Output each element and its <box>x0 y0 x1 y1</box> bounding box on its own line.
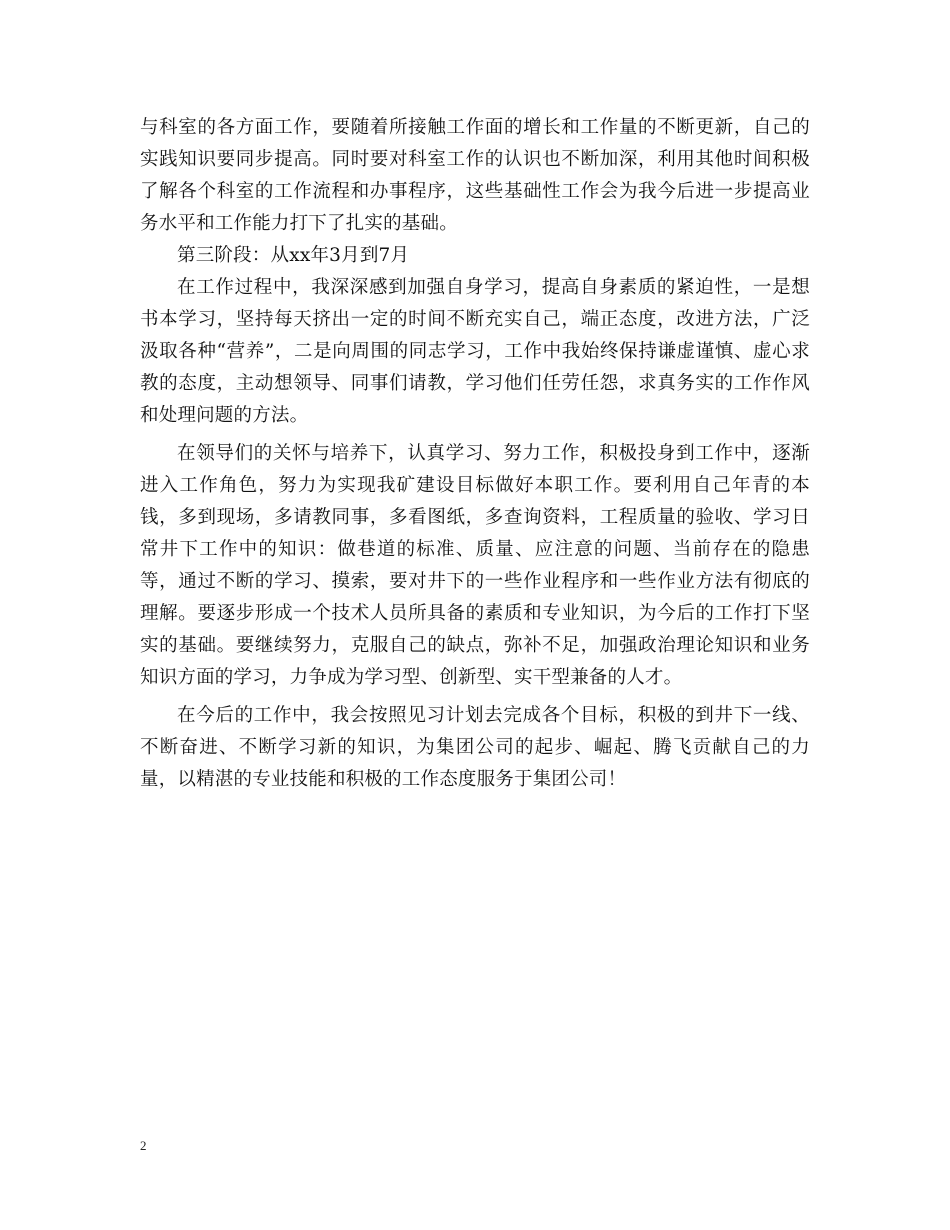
page-number: 2 <box>140 1138 147 1153</box>
paragraph-continuation: 与科室的各方面工作，要随着所接触工作面的增长和工作量的不断更新，自己的实践知识要同步提高。同时要对科室工作的认识也不断加深，利用其他时间积极了解各个科室的工作流程和办事程序，这些基础性工作会为我今后进一步提高业务水平和工作能力打下了扎实的基础。 <box>140 117 810 234</box>
document-body <box>140 112 810 796</box>
paragraph-future-work: 在今后的工作中，我会按照见习计划去完成各个目标，积极的到井下一线、不断奋进、不断学习新的知识，为集团公司的起步、崛起、腾飞贡献自己的力量，以精湛的专业技能和积极的工作态度服务于集团公司！ <box>140 705 810 790</box>
paragraph-self-study: 在工作过程中，我深深感到加强自身学习，提高自身素质的紧迫性，一是想书本学习，坚持每天挤出一定的时间不断充实自己，端正态度，改进方法，广泛汲取各种“营养”，二是向周围的同志学习，工作中我始终保持谦虚谨慎、虚心求教的态度，主动想领导、同事们请教，学习他们任劳任怨，求真务实的工作作风和处理问题的方法。 <box>140 277 810 426</box>
section-heading-stage-three: 第三阶段：从xx年3月到7月 <box>177 245 410 266</box>
paragraph-work-role: 在领导们的关怀与培养下，认真学习、努力工作，积极投身到工作中，逐渐进入工作角色，努力为实现我矿建设目标做好本职工作。要利用自己年青的本钱，多到现场，多请教同事，多看图纸，多查询资料，工程质量的验收、学习日常井下工作中的知识：做巷道的标准、质量、应注意的问题、当前存在的隐患等，通过不断的学习、摸索，要对井下的一些作业程序和一些作业方法有彻底的理解。要逐步形成一个技术人员所具备的素质和专业知识，为今后的工作打下坚实的基础。要继续努力，克服自己的缺点，弥补不足，加强政治理论知识和业务知识方面的学习，力争成为学习型、创新型、实干型兼备的人才。 <box>140 443 810 688</box>
